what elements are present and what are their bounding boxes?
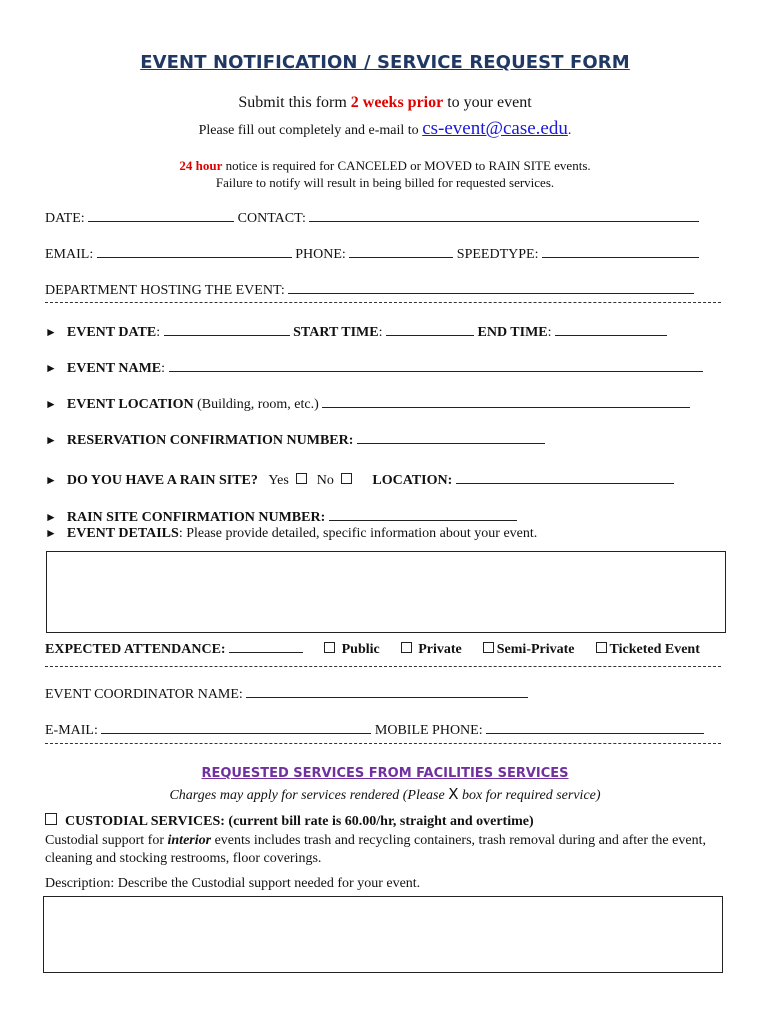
event-date-row [45,323,667,341]
phone-field[interactable] [349,245,453,258]
reservation-field[interactable] [357,431,545,444]
coordinator-name-label: EVENT COORDINATOR NAME: [45,687,247,702]
email-phone-row [45,245,699,263]
notice-hours: 24 hour [179,158,223,173]
rain-site-row [45,471,674,489]
bullet-arrow-icon: ► [45,361,57,375]
rain-location-label: LOCATION: [372,473,456,488]
submit-deadline: 2 weeks prior [350,94,444,111]
yes-checkbox[interactable] [296,473,307,484]
no-label: No [316,473,334,488]
description-label: Description: Describe the Custodial support needed for your event. [45,876,421,891]
event-location-label: EVENT LOCATION [66,397,194,412]
custodial-post: events includes trash and recycling containers, trash removal during and after the event, cleaning and stocking restrooms, floor coverings. [45,833,706,866]
event-name-field[interactable] [169,359,703,372]
rain-conf-label: RAIN SITE CONFIRMATION NUMBER: [66,510,329,525]
expected-attendance-label: EXPECTED ATTENDANCE: [45,642,230,657]
custodial-description [45,832,725,868]
yes-label: Yes [268,473,289,488]
divider [45,743,721,754]
date-field[interactable] [88,209,234,222]
ticketed-checkbox[interactable] [596,642,607,653]
speedtype-label: SPEEDTYPE: [456,247,542,262]
colon: : [378,325,386,340]
coordinator-email-label: E-MAIL: [45,723,102,738]
colon: : [547,325,556,340]
reservation-row [45,431,545,449]
event-details-label: EVENT DETAILS [66,526,179,541]
charges-pre: Charges may apply for services rendered (Please [169,788,449,803]
no-checkbox[interactable] [341,473,352,484]
charges-post: box for required service) [458,788,601,803]
email-link[interactable]: cs-event@case.edu [422,118,568,139]
department-row [45,281,694,299]
mobile-phone-label: MOBILE PHONE: [374,723,487,738]
bullet-arrow-icon: ► [45,510,57,524]
custodial-title: CUSTODIAL SERVICES: (current bill rate is 60.00/hr, straight and overtime) [65,814,534,829]
mobile-phone-field[interactable] [486,721,704,734]
colon: : [156,325,164,340]
semi-private-checkbox[interactable] [483,642,494,653]
department-field[interactable] [288,281,694,294]
bullet-arrow-icon: ► [45,473,57,487]
department-label: DEPARTMENT HOSTING THE EVENT: [45,283,289,298]
contact-label: CONTACT: [237,211,310,226]
end-time-label: END TIME [477,325,548,340]
custodial-title-row [45,813,534,830]
start-time-field[interactable] [386,323,474,336]
event-name-label: EVENT NAME [66,361,162,376]
fill-instruction [0,118,770,140]
event-name-row [45,359,703,377]
divider [45,302,721,313]
submit-pre: Submit this form [238,94,351,111]
event-date-label: EVENT DATE [66,325,157,340]
divider [45,666,721,677]
notice-line-2: Failure to notify will result in being billed for requested services. [215,175,555,190]
private-label: Private [418,642,462,657]
fill-text: Please fill out completely and e-mail to [198,123,423,138]
form-title: EVENT NOTIFICATION / SERVICE REQUEST FORM [140,52,630,73]
coordinator-name-field[interactable] [246,685,528,698]
bullet-arrow-icon: ► [45,325,57,339]
event-location-field[interactable] [322,395,690,408]
custodial-description-textarea[interactable] [43,896,723,973]
bullet-arrow-icon: ► [45,433,57,447]
charges-note [0,785,770,804]
event-date-field[interactable] [164,323,290,336]
services-title: REQUESTED SERVICES FROM FACILITIES SERVICES [201,766,569,781]
speedtype-field[interactable] [542,245,699,258]
rain-location-field[interactable] [456,471,674,484]
ticketed-label: Ticketed Event [609,642,700,657]
bullet-arrow-icon: ► [45,526,57,540]
x-mark: X [448,785,459,803]
custodial-checkbox[interactable] [45,813,57,825]
contact-field[interactable] [309,209,699,222]
phone-label: PHONE: [295,247,350,262]
rain-conf-row [45,508,517,526]
event-details-row [45,526,537,542]
event-location-row [45,395,690,413]
coordinator-contact-row [45,721,704,739]
submit-instruction [0,94,770,112]
expected-attendance-field[interactable] [229,640,303,653]
private-checkbox[interactable] [401,642,412,653]
email-period: . [567,123,572,138]
date-contact-row [45,209,699,227]
rain-conf-field[interactable] [329,508,517,521]
email-field[interactable] [97,245,292,258]
attendance-row [45,640,721,658]
custodial-pre: Custodial support for [45,833,168,848]
event-details-hint: : Please provide detailed, specific information about your event. [178,526,538,541]
email-label: EMAIL: [45,247,97,262]
public-label: Public [341,642,380,657]
custodial-interior: interior [167,833,212,848]
public-checkbox[interactable] [324,642,335,653]
colon: : [161,361,169,376]
date-label: DATE: [45,211,89,226]
start-time-label: START TIME [293,325,379,340]
event-details-textarea[interactable] [46,551,726,633]
semi-private-label: Semi-Private [496,642,575,657]
reservation-label: RESERVATION CONFIRMATION NUMBER: [66,433,357,448]
event-location-hint: (Building, room, etc.) [193,397,323,412]
rain-site-question: DO YOU HAVE A RAIN SITE? [66,473,258,488]
submit-post: to your event [443,94,532,111]
end-time-field[interactable] [555,323,667,336]
coordinator-email-field[interactable] [101,721,371,734]
notice-line-1 [0,158,770,174]
bullet-arrow-icon: ► [45,397,57,411]
notice-text: notice is required for CANCELED or MOVED to RAIN SITE events. [222,158,591,173]
coordinator-name-row [45,685,528,703]
